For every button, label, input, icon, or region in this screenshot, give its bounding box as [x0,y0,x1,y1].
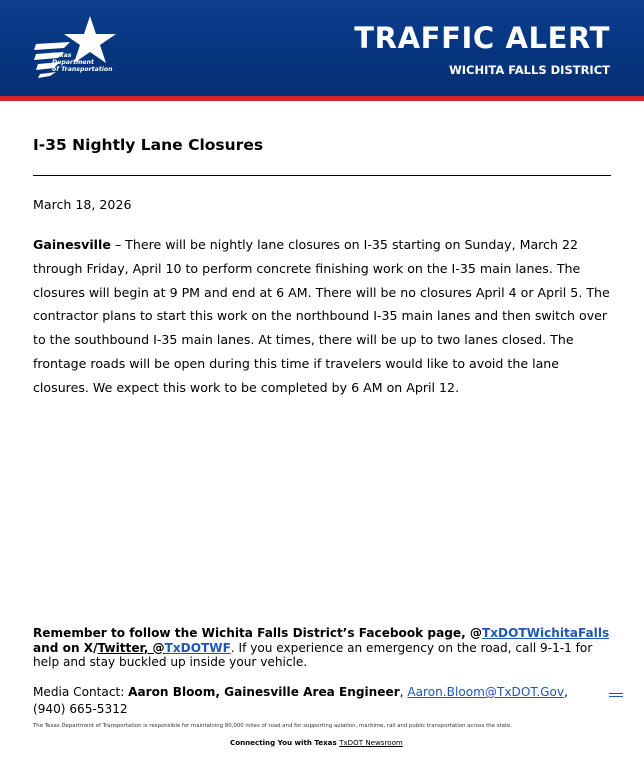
collapse-icon[interactable] [609,693,623,697]
facebook-link[interactable]: TxDOTWichitaFalls [482,626,610,640]
contact-email-link[interactable]: Aaron.Bloom@TxDOT.Gov [407,685,565,699]
follow-part3: . If you experience an emergency on the road, call 9-1-1 for help and stay buckled up inside your vehicle. [33,640,593,669]
contact-comma: , [564,685,568,699]
header-stripe [0,96,644,101]
twitter-label: Twitter, @ [97,640,165,655]
connecting-text: Connecting You with Texas [230,738,340,747]
follow-paragraph [33,626,613,670]
contact-sep: , [399,685,408,699]
footer-connecting [230,738,403,747]
district-name: WICHITA FALLS DISTRICT [449,63,610,77]
follow-part1: Remember to follow the Wichita Falls District’s Facebook page, @ [33,626,482,640]
media-contact [33,684,593,717]
contact-label: Media Contact: [33,685,129,699]
header-banner [0,0,644,96]
contact-name: Aaron Bloom, Gainesville Area Engineer [128,685,400,699]
footer-fine-print: The Texas Department of Transportation is responsible for maintaining 80,000 miles of road and for supporting aviation, maritime, rail and public transportation across the state. [33,723,513,729]
contact-phone: (940) 665-5312 [33,701,128,716]
follow-part2: and on X/ [33,640,98,655]
release-title: I-35 Nightly Lane Closures [33,136,264,154]
twitter-link[interactable]: TxDOTWF [164,640,231,655]
title-divider [33,175,611,176]
newsroom-link[interactable]: TxDOT Newsroom [339,738,403,747]
alert-title: TRAFFIC ALERT [354,21,610,55]
release-date: March 18, 2026 [33,197,132,212]
logo-text: Texas Department of Transportation [52,52,113,73]
release-body [33,233,613,400]
body-text: – There will be nightly lane closures on I-35 starting on Sunday, March 22 through Friday, April 10 to perform concrete finishing work on the I-35 main lanes. The closures will begin at 9 PM and end at 6 AM. There will be no closures April 4 or April 5. The contractor plans to start this work on the northbound I-35 main lanes and then switch over to the southbound I-35 main lanes. At times, there will be up to two lanes closed. The frontage roads will be open during this time if travelers would like to avoid the lane closures. We expect this work to be completed by 6 AM on April 12. [33,237,610,395]
city-name: Gainesville [33,237,111,252]
